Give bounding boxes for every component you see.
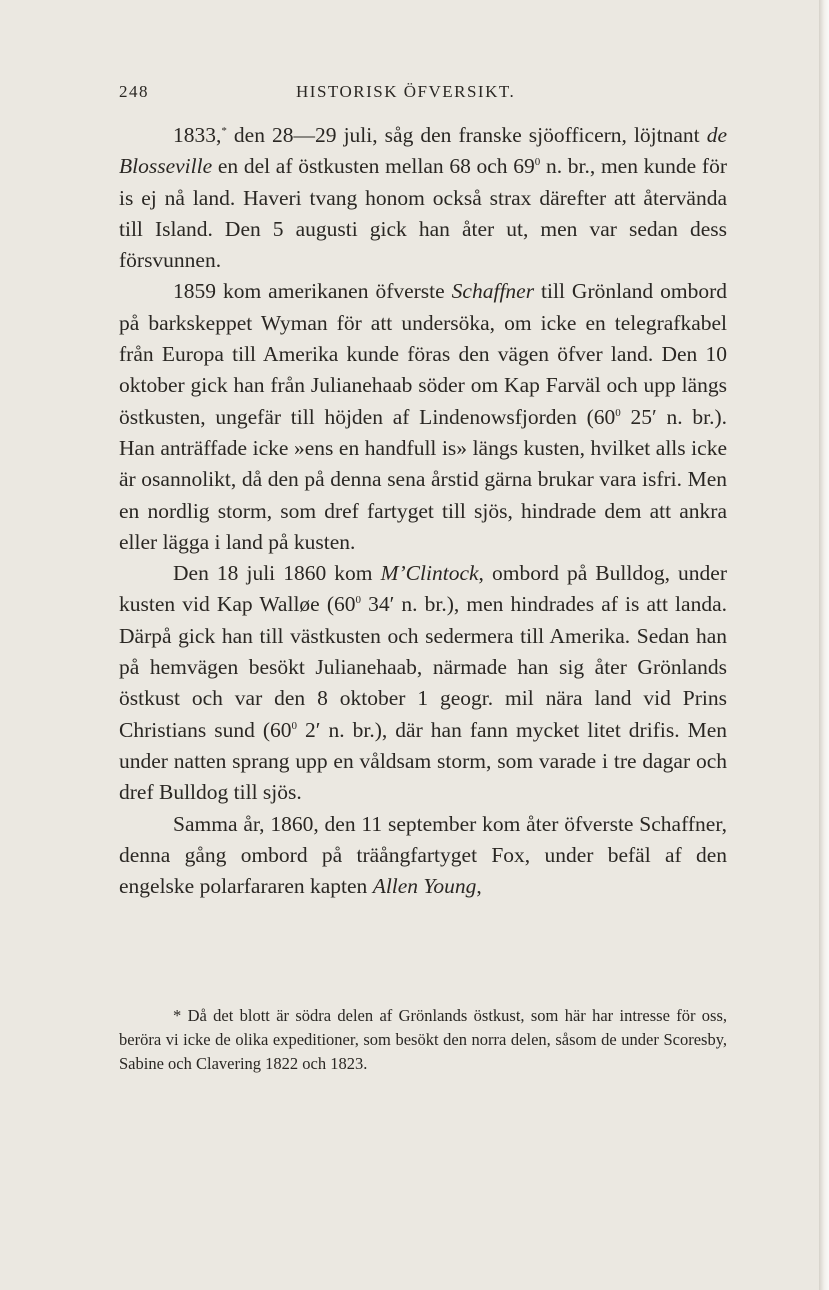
superscript: 0 (615, 406, 621, 419)
body-text (119, 120, 727, 902)
text-run: 34′ n. br.), men hindrades af is att landa. Därpå gick han till västkusten och sedermera till Amerika. Sedan han på hemvägen besökt Julianehaab, närmade han sig åter Grönlands östkust och var den 8 oktober 1 geogr. mil nära land vid Prins Christians sund (60 (119, 592, 727, 742)
text-run: , (476, 874, 482, 899)
text-run: 1833, (173, 123, 222, 147)
page-number: 248 (119, 82, 149, 101)
paragraph (119, 809, 727, 903)
superscript: 0 (534, 156, 541, 169)
text-run: Den 18 juli 1860 kom (173, 561, 381, 586)
text-run: Samma år, 1860, den 11 september kom åter öfverste Schaffner, denna gång ombord på träångfartyget Fox, under befäl af den engelske polarfararen kapten (119, 811, 727, 899)
text-run: 1859 kom amerikanen öfverste (173, 279, 452, 304)
text-run: 2′ n. br.), där han fann mycket litet drifis. Men under natten sprang upp en våldsam storm, som varade i tre dagar och dref Bulldog till sjös. (119, 717, 727, 805)
italic-name: Schaffner (451, 279, 535, 304)
footnote (119, 1004, 727, 1076)
italic-name: M’Clintock (380, 561, 479, 586)
page-edge (819, 0, 829, 1290)
footnote-text: * Då det blott är södra delen af Grönlands östkust, som här har intresse för oss, beröra vi icke de olika expeditioner, som besökt den norra delen, såsom de under Scoresby, Sabine och Clavering 1822 och 1823. (119, 1006, 727, 1073)
text-run: 25′ n. br.). Han anträffade icke »ens en handfull is» längs kusten, hvilket alls icke är osannolikt, då den på denna sena årstid gärna brukar vara isfri. Men en nordlig storm, som dref fartyget till sjös, hindrade dem att ankra eller lägga i land på kusten. (119, 404, 728, 554)
italic-name: Allen Young (372, 874, 477, 899)
superscript: 0 (355, 594, 361, 607)
page-header (119, 82, 727, 112)
superscript: 0 (291, 719, 298, 732)
paragraph (119, 120, 727, 276)
paragraph (119, 276, 727, 558)
text-run: en del af östkusten mellan 68 och 69 (212, 154, 535, 179)
superscript: * (221, 125, 227, 137)
paragraph (119, 558, 727, 808)
text-run: till Grönland ombord på barkskeppet Wyman för att undersöka, om icke en telegrafkabel från Europa till Amerika kunde föras den vägen öfver land. Den 10 oktober gick han från Julianehaab söder om Kap Farväl och upp längs östkusten, ungefär till höjden af Lindenowsfjorden (60 (119, 279, 727, 429)
italic-name: de Blosseville (119, 123, 727, 179)
running-title: HISTORISK ÖFVERSIKT. (296, 82, 516, 101)
text-run: , ombord på Bulldog, under kusten vid Kap Walløe (60 (119, 561, 728, 617)
text-run: den 28—29 juli, såg den franske sjöofficern, löjtnant (226, 123, 707, 147)
text-run: n. br., men kunde för is ej nå land. Haveri tvang honom också strax därefter att återvända till Island. Den 5 augusti gick han åter ut, men var sedan dess försvunnen. (119, 154, 727, 273)
